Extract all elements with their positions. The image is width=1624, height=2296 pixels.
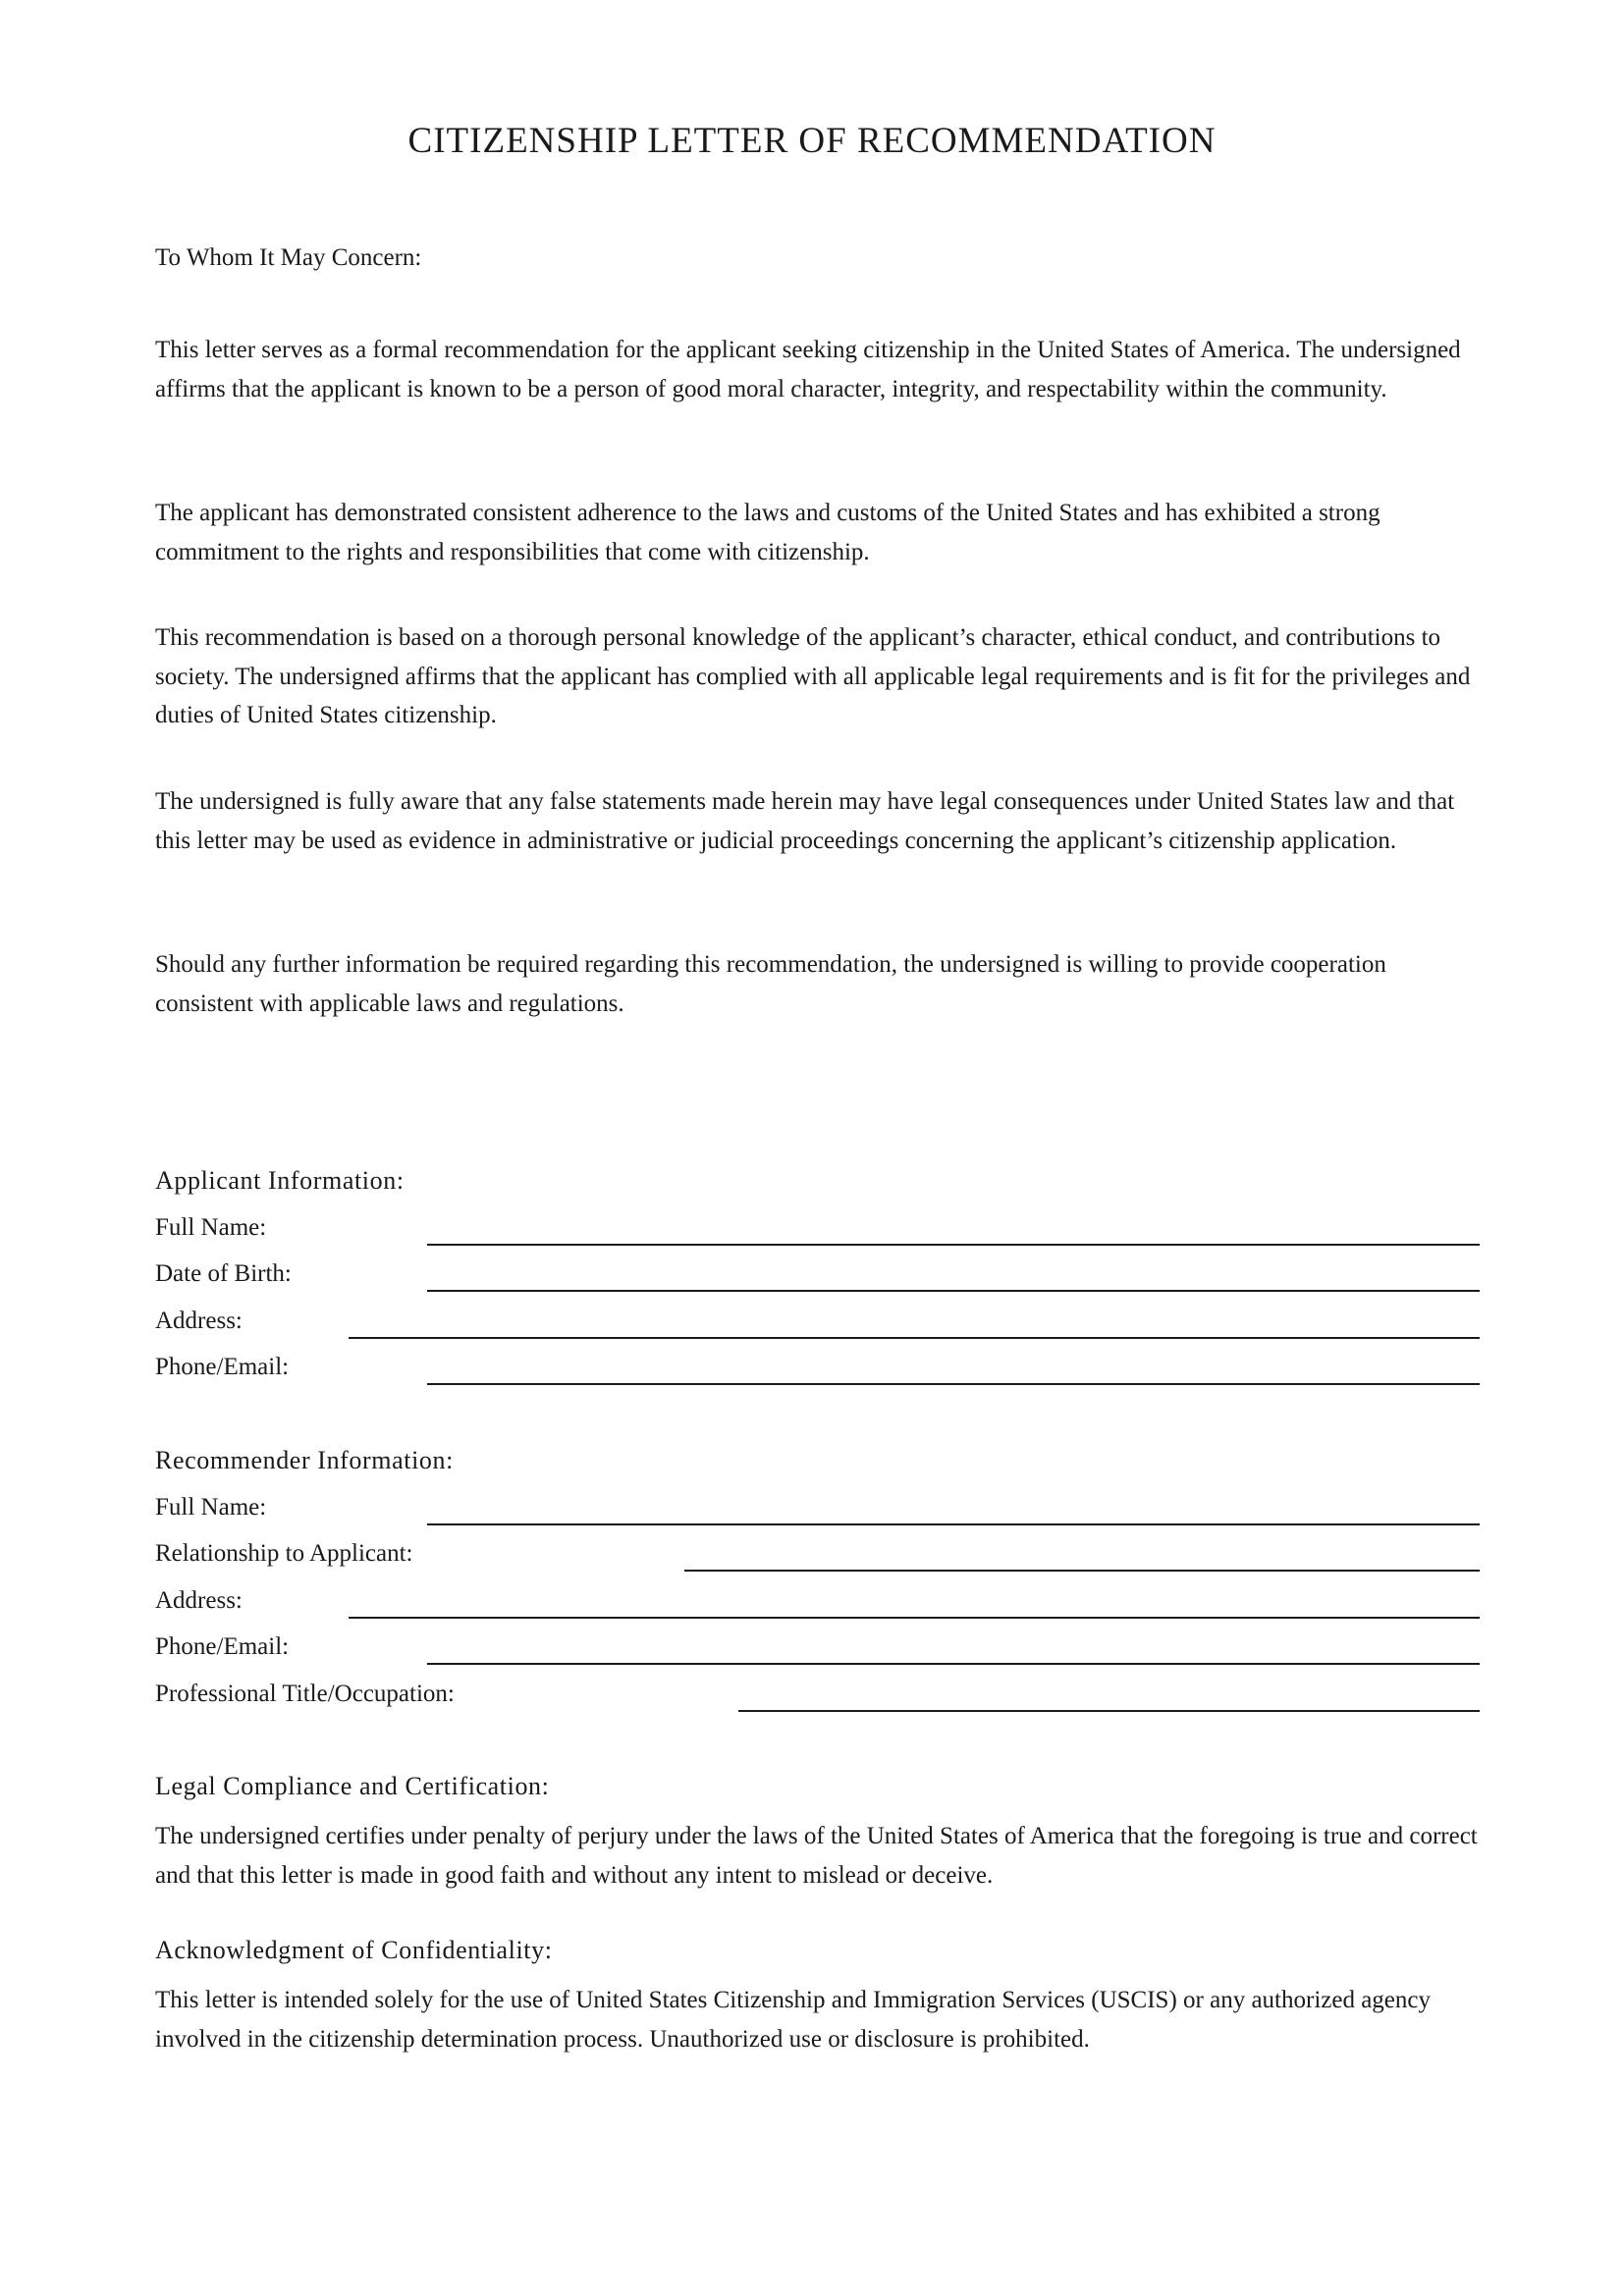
recommender-address-field[interactable] xyxy=(349,1617,1480,1619)
legal-compliance-heading: Legal Compliance and Certification: xyxy=(155,1772,550,1800)
applicant-address-label: Address: xyxy=(155,1308,243,1334)
applicant-info-heading: Applicant Information: xyxy=(155,1166,405,1195)
applicant-address-field[interactable] xyxy=(349,1337,1480,1339)
applicant-date-of-birth-label: Date of Birth: xyxy=(155,1260,292,1287)
applicant-phone-email-label: Phone/Email: xyxy=(155,1354,290,1380)
paragraph-recommendation: This letter serves as a formal recommendation for the applicant seeking citizenship in the United States of America. The undersigned affirms that the applicant is known to be a person of good moral character, integrity, and respectability within the community. xyxy=(155,337,1461,402)
recommender-full-name-label: Full Name: xyxy=(155,1494,267,1521)
applicant-full-name-field[interactable] xyxy=(427,1244,1480,1246)
applicant-date-of-birth-field[interactable] xyxy=(427,1290,1480,1292)
recommender-full-name-field[interactable] xyxy=(427,1523,1480,1525)
recommender-phone-email-field[interactable] xyxy=(427,1663,1480,1665)
recommender-title-occupation-field[interactable] xyxy=(738,1710,1480,1712)
paragraph-further-information: Should any further information be required regarding this recommendation, the undersigned is willing to provide cooperation consistent with applicable laws and regulations. xyxy=(155,951,1386,1017)
confidentiality-heading: Acknowledgment of Confidentiality: xyxy=(155,1936,553,1964)
recommender-address-label: Address: xyxy=(155,1587,243,1614)
salutation: To Whom It May Concern: xyxy=(155,244,422,271)
legal-compliance-text: The undersigned certifies under penalty of perjury under the laws of the United States of America that the foregoing is true and correct and that this letter is made in good faith and without any intent to mislead or deceive. xyxy=(155,1823,1478,1889)
recommender-info-heading: Recommender Information: xyxy=(155,1446,454,1474)
paragraph-knowledge: This recommendation is based on a thorough personal knowledge of the applicant’s character, ethical conduct, and contributions to society. The undersigned affirms that the applicant has complied with all applicable legal requirements and is fit for the privileges and duties of United States citizenship. xyxy=(155,624,1471,728)
confidentiality-text: This letter is intended solely for the use of United States Citizenship and Immigration Services (USCIS) or any authorized agency involved in the citizenship determination process. Unauthorized use or disclosure is prohibited. xyxy=(155,1987,1431,2053)
recommender-relationship-label: Relationship to Applicant: xyxy=(155,1540,413,1567)
applicant-full-name-label: Full Name: xyxy=(155,1214,267,1241)
applicant-phone-email-field[interactable] xyxy=(427,1383,1480,1385)
document-title: CITIZENSHIP LETTER OF RECOMMENDATION xyxy=(407,121,1217,161)
paragraph-adherence: The applicant has demonstrated consistent adherence to the laws and customs of the United States and has exhibited a strong commitment to the rights and responsibilities that come with citizenship. xyxy=(155,500,1380,565)
recommender-title-occupation-label: Professional Title/Occupation: xyxy=(155,1681,455,1707)
recommender-phone-email-label: Phone/Email: xyxy=(155,1633,290,1660)
paragraph-false-statements: The undersigned is fully aware that any false statements made herein may have legal consequences under United States law and that this letter may be used as evidence in administrative or judicial proceedings concerning the applicant’s citizenship application. xyxy=(155,788,1455,854)
recommender-relationship-field[interactable] xyxy=(684,1570,1480,1572)
